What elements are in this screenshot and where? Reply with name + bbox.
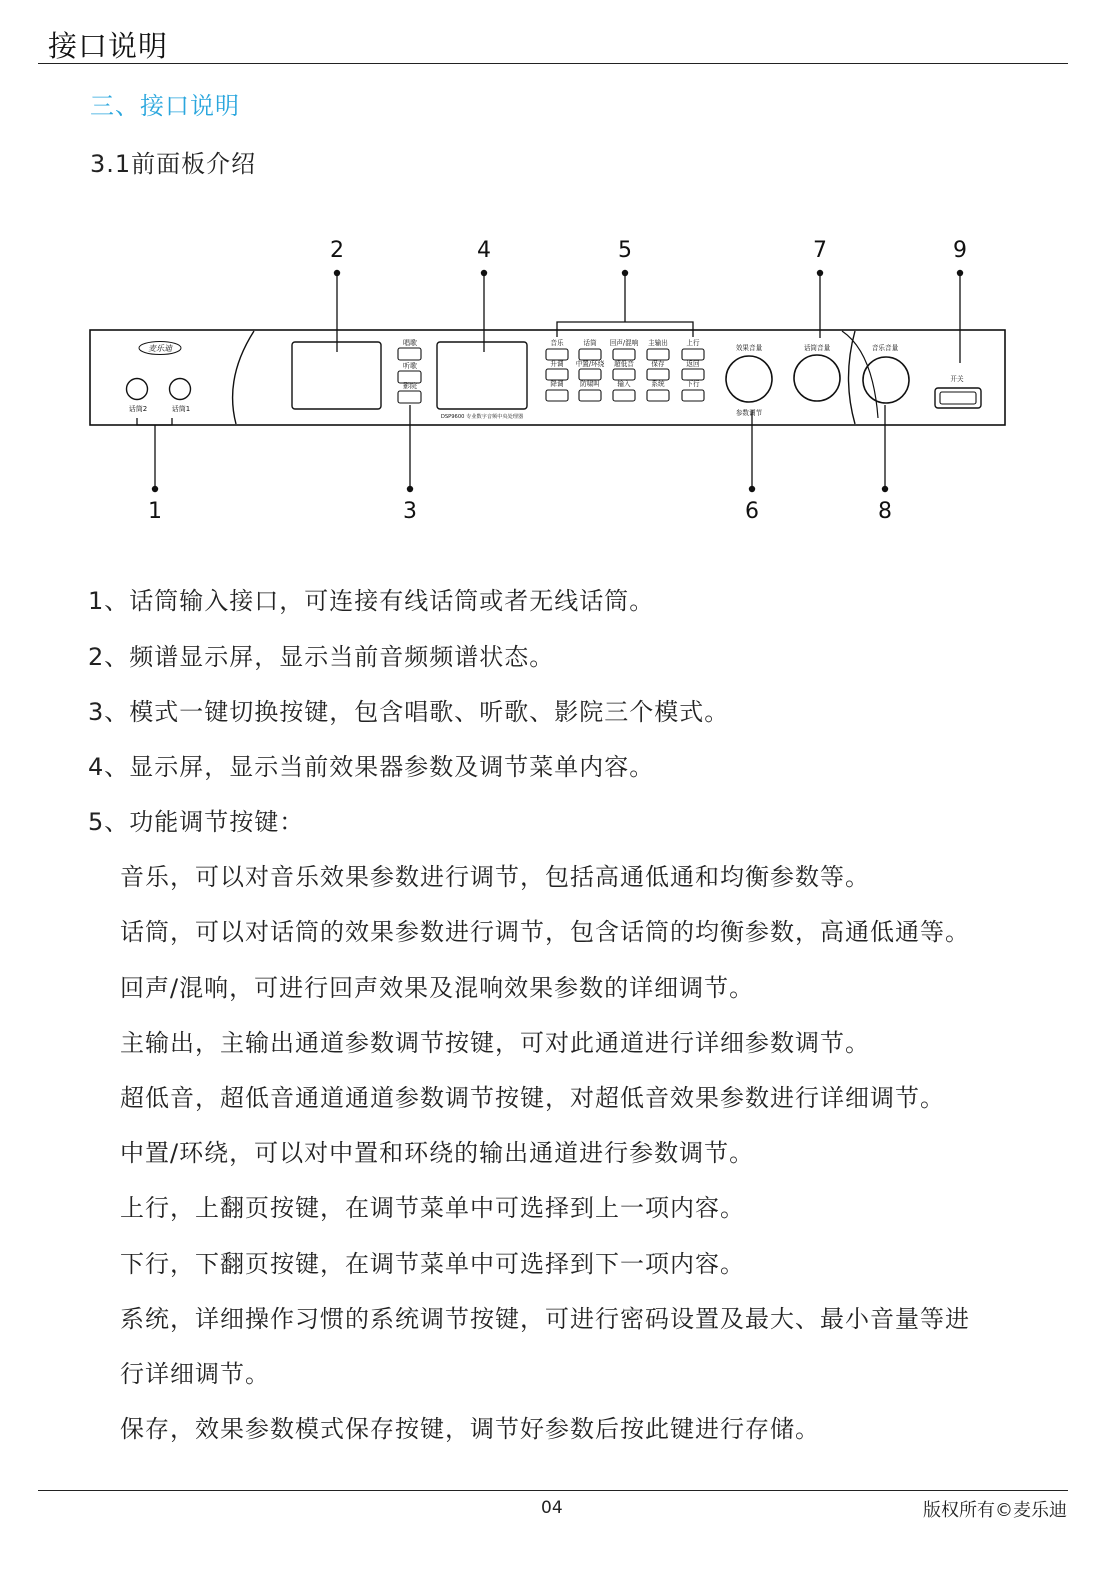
- leader-dot-3: [407, 486, 413, 492]
- function-desc-music: 音乐，可以对音乐效果参数进行调节，包括高通低通和均衡参数等。: [120, 863, 870, 891]
- function-button-r2c3: [613, 369, 635, 380]
- function-desc-mic: 话筒，可以对话筒的效果参数进行调节，包含话筒的均衡参数，高通低通等。: [120, 918, 970, 946]
- power-switch-label: 开关: [950, 375, 964, 383]
- knob-label-param-adjust: 参数调节: [735, 409, 763, 417]
- description-item-2: 2、频谱显示屏，显示当前音频频谱状态。: [88, 643, 555, 671]
- function-button-r2c4: [647, 369, 669, 380]
- spectrum-display: [292, 342, 381, 409]
- description-item-4: 4、显示屏，显示当前效果器参数及调节菜单内容。: [88, 753, 655, 781]
- function-button-label-r2c4: 保存: [651, 360, 665, 368]
- leader-dot-7: [817, 270, 823, 276]
- function-button-r1c2: [579, 349, 601, 360]
- panel-left-curve: [233, 331, 254, 424]
- function-button-r1c3: [613, 349, 635, 360]
- mic-volume-knob: [794, 355, 840, 401]
- function-button-r3c1: [546, 390, 568, 401]
- mode-label-cinema: 影院: [403, 382, 417, 390]
- function-button-label-r1c2: 话筒: [583, 339, 597, 347]
- footer-divider: [38, 1490, 1068, 1491]
- callout-8: 8: [878, 499, 892, 524]
- mic-label-2: 话筒2: [128, 405, 148, 413]
- section-heading: 三、接口说明: [90, 92, 240, 120]
- description-item-5: 5、功能调节按键：: [88, 808, 305, 836]
- knob-label-mic-volume: 话筒音量: [803, 344, 831, 352]
- function-desc-center-surround: 中置/环绕，可以对中置和环绕的输出通道进行参数调节。: [120, 1139, 755, 1167]
- knob-label-effect-volume: 效果音量: [735, 344, 763, 352]
- leader-dot-1: [152, 486, 158, 492]
- copyright-notice: 版权所有©麦乐迪: [923, 1500, 1067, 1521]
- power-switch-rocker: [940, 392, 976, 404]
- function-button-label-r2c2: 中置/环绕: [575, 360, 605, 368]
- mode-label-listen: 听歌: [403, 362, 417, 370]
- brand-logo-text: 麦乐迪: [148, 344, 172, 353]
- mic-label-1: 话筒1: [171, 405, 191, 413]
- function-button-r2c5: [682, 369, 704, 380]
- function-button-label-r3c1: 降调: [550, 380, 564, 388]
- page-number: 04: [541, 1498, 563, 1518]
- sub-heading: 3.1前面板介绍: [90, 150, 257, 178]
- leader-dot-8: [882, 486, 888, 492]
- bracket-1: [137, 418, 172, 425]
- function-button-label-r1c1: 音乐: [550, 339, 564, 347]
- function-button-r1c4: [647, 349, 669, 360]
- panel-right-curve-a: [849, 331, 856, 424]
- function-button-r1c1: [546, 349, 568, 360]
- function-button-grid: [546, 338, 704, 401]
- function-button-label-r1c4: 主输出: [648, 339, 668, 347]
- model-text: DSP9600 专业数字音频中央处理器: [440, 414, 524, 420]
- function-button-label-r3c3: 输入: [617, 380, 631, 388]
- callout-5: 5: [618, 238, 632, 263]
- function-desc-main-output: 主输出，主输出通道参数调节按键，可对此通道进行详细参数调节。: [120, 1029, 870, 1057]
- effect-volume-knob: [726, 356, 772, 402]
- description-item-1: 1、话筒输入接口，可连接有线话筒或者无线话筒。: [88, 587, 655, 615]
- leader-dot-9: [957, 270, 963, 276]
- callout-7: 7: [813, 238, 827, 263]
- function-desc-system-cont: 行详细调节。: [120, 1360, 270, 1388]
- function-button-r3c3: [613, 390, 635, 401]
- mode-button-cinema: [398, 391, 421, 403]
- function-button-label-r1c5: 上行: [686, 339, 700, 347]
- function-button-r2c2: [579, 369, 601, 380]
- mode-button-sing: [398, 348, 421, 360]
- function-button-r3c4: [647, 390, 669, 401]
- function-button-label-r1c3: 回声/混响: [609, 339, 639, 347]
- mic-jack-1: [170, 379, 191, 400]
- callout-4: 4: [477, 238, 491, 263]
- function-desc-page-down: 下行，下翻页按键，在调节菜单中可选择到下一项内容。: [120, 1250, 745, 1278]
- function-desc-save: 保存，效果参数模式保存按键，调节好参数后按此键进行存储。: [120, 1415, 820, 1443]
- mic-jack-2: [127, 379, 148, 400]
- function-button-r3c5: [682, 390, 704, 401]
- knob-label-music-volume: 音乐音量: [871, 344, 899, 352]
- function-desc-subwoofer: 超低音，超低音通道通道参数调节按键，对超低音效果参数进行详细调节。: [120, 1084, 945, 1112]
- function-button-label-r2c5: 返回: [686, 360, 700, 368]
- callout-1: 1: [148, 499, 162, 524]
- function-button-label-r3c5: 下行: [686, 380, 700, 388]
- function-desc-system: 系统，详细操作习惯的系统调节按键，可进行密码设置及最大、最小音量等进: [120, 1305, 970, 1333]
- function-button-label-r3c4: 系统: [651, 380, 665, 388]
- main-display: [437, 342, 527, 409]
- page-header-title: 接口说明: [48, 29, 169, 63]
- callout-9: 9: [953, 238, 967, 263]
- panel-frame: [90, 330, 1005, 425]
- callout-6: 6: [745, 499, 759, 524]
- leader-dot-5: [622, 270, 628, 276]
- function-button-label-r2c1: 升调: [550, 360, 564, 368]
- function-desc-page-up: 上行，上翻页按键，在调节菜单中可选择到上一项内容。: [120, 1194, 745, 1222]
- leader-dot-4: [481, 270, 487, 276]
- music-volume-knob: [863, 357, 909, 403]
- function-button-label-r2c3: 超低音: [614, 360, 634, 368]
- callout-2: 2: [330, 238, 344, 263]
- leader-dot-6: [749, 486, 755, 492]
- power-switch: [935, 388, 981, 408]
- function-button-r3c2: [579, 390, 601, 401]
- front-panel-diagram: [0, 0, 1119, 560]
- mode-label-sing: 唱歌: [403, 339, 417, 347]
- function-desc-echo-reverb: 回声/混响，可进行回声效果及混响效果参数的详细调节。: [120, 974, 755, 1002]
- leader-dot-2: [334, 270, 340, 276]
- callout-3: 3: [403, 499, 417, 524]
- function-button-r1c5: [682, 349, 704, 360]
- description-item-3: 3、模式一键切换按键，包含唱歌、听歌、影院三个模式。: [88, 698, 730, 726]
- function-button-label-r3c2: 防啸叫: [580, 380, 600, 388]
- function-button-r2c1: [546, 369, 568, 380]
